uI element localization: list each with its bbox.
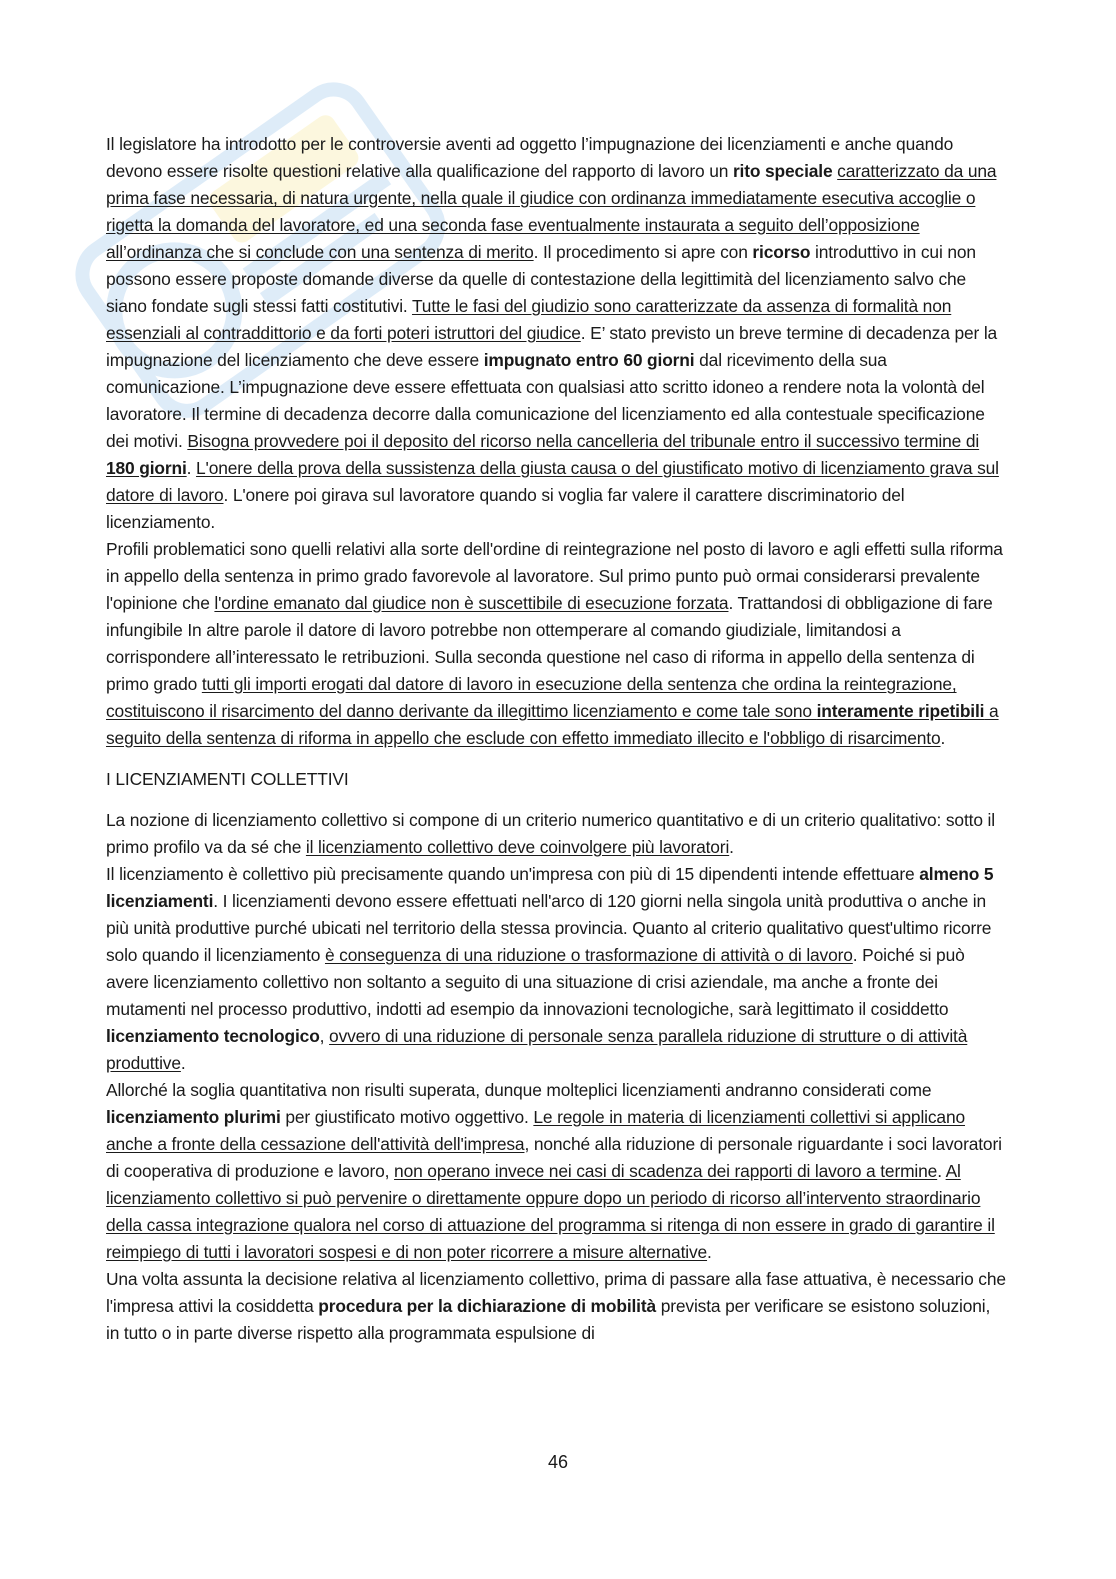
paragraph-criterio: Il licenziamento è collettivo più precisamente quando un'impresa con più di 15 dipendenti intende effettuare almeno 5 licenziamenti. I licenziamenti devono essere effettuati nell'arco di 120 giorni nella singola unità produttiva o anche in più unità produttive purché ubicati nel territorio della stessa provincia. Quanto al criterio qualitativo quest'ultimo ricorre solo quando il licenziamento è conseguenza di una riduzione o trasformazione di attività o di lavoro. Poiché si può avere licenziamento collettivo non soltanto a seguito di una situazione di crisi aziendale, ma anche a fronte dei mutamenti nel processo produttivo, indotti ad esempio da innovazioni tecnologiche, sarà legittimato il cosiddetto licenziamento tecnologico, ovvero di una riduzione di personale senza parallela riduzione di strutture o di attività produttive. [106,864,994,1073]
section-heading: I LICENZIAMENTI COLLETTIVI [106,769,349,789]
paragraph-soglia: Allorché la soglia quantitativa non risulti superata, dunque molteplici licenziamenti andranno considerati come licenziamento plurimi per giustificato motivo oggettivo. Le regole in materia di licenziamenti collettivi si applicano anche a fronte della cessazione dell'attività dell'impresa, nonché alla riduzione di personale riguardante i soci lavoratori di cooperativa di produzione e lavoro, non operano invece nei casi di scadenza dei rapporti di lavoro a termine. Al licenziamento collettivo si può pervenire o direttamente oppure dopo un periodo di ricorso all’intervento straordinario della cassa integrazione qualora nel corso di attuazione del programma si ritenga di non essere in grado di garantire il reimpiego di tutti i lavoratori sospesi e di non poter ricorrere a misure alternative. [106,1080,1002,1262]
document-body [106,131,1006,1347]
paragraph-procedura: Una volta assunta la decisione relativa al licenziamento collettivo, prima di passare alla fase attuativa, è necessario che l'impresa attivi la cosiddetta procedura per la dichiarazione di mobilità prevista per verificare se esistono soluzioni, in tutto o in parte diverse rispetto alla programmata espulsione di [106,1269,1006,1343]
paragraph-nozione: La nozione di licenziamento collettivo si compone di un criterio numerico quantitativo e di un criterio qualitativo: sotto il primo profilo va da sé che il licenziamento collettivo deve coinvolgere più lavoratori. [106,810,995,857]
paragraph-profili-problematici: Profili problematici sono quelli relativi alla sorte dell'ordine di reintegrazione nel posto di lavoro e agli effetti sulla riforma in appello della sentenza in primo grado favorevole al lavoratore. Sul primo punto può ormai considerarsi prevalente l'opinione che l'ordine emanato dal giudice non è suscettibile di esecuzione forzata. Trattandosi di obbligazione di fare infungibile In altre parole il datore di lavoro potrebbe non ottemperare al comando giudiziale, limitandosi a corrispondere all’interessato le retribuzioni. Sulla seconda questione nel caso di riforma in appello della sentenza di primo grado tutti gli importi erogati dal datore di lavoro in esecuzione della sentenza che ordina la reintegrazione, costituiscono il risarcimento del danno derivante da illegittimo licenziamento e come tale sono interamente ripetibili a seguito della sentenza di riforma in appello che esclude con effetto immediato illecito e l'obbligo di risarcimento. [106,539,1003,748]
paragraph-rito-speciale: Il legislatore ha introdotto per le controversie aventi ad oggetto l’impugnazione dei licenziamenti e anche quando devono essere risolte questioni relative alla qualificazione del rapporto di lavoro un rito speciale caratterizzato da una prima fase necessaria, di natura urgente, nella quale il giudice con ordinanza immediatamente esecutiva accoglie o rigetta la domanda del lavoratore, ed una seconda fase eventualmente instaurata a seguito dell’opposizione all’ordinanza che si conclude con una sentenza di merito. Il procedimento si apre con ricorso introduttivo in cui non possono essere proposte domande diverse da quelle di contestazione della legittimità del licenziamento salvo che siano fondate sugli stessi fatti costitutivi. Tutte le fasi del giudizio sono caratterizzate da assenza di formalità non essenziali al contraddittorio e da forti poteri istruttori del giudice. E’ stato previsto un breve termine di decadenza per la impugnazione del licenziamento che deve essere impugnato entro 60 giorni dal ricevimento della sua comunicazione. L’impugnazione deve essere effettuata con qualsiasi atto scritto idoneo a rendere nota la volontà del lavoratore. Il termine di decadenza decorre dalla comunicazione del licenziamento ed alla contestuale specificazione dei motivi. Bisogna provvedere poi il deposito del ricorso nella cancelleria del tribunale entro il successivo termine di 180 giorni. L'onere della prova della sussistenza della giusta causa o del giustificato motivo di licenziamento grava sul datore di lavoro. L'onere poi girava sul lavoratore quando si voglia far valere il carattere discriminatorio del licenziamento. [106,134,999,532]
page-number: 46 [547,1452,569,1472]
